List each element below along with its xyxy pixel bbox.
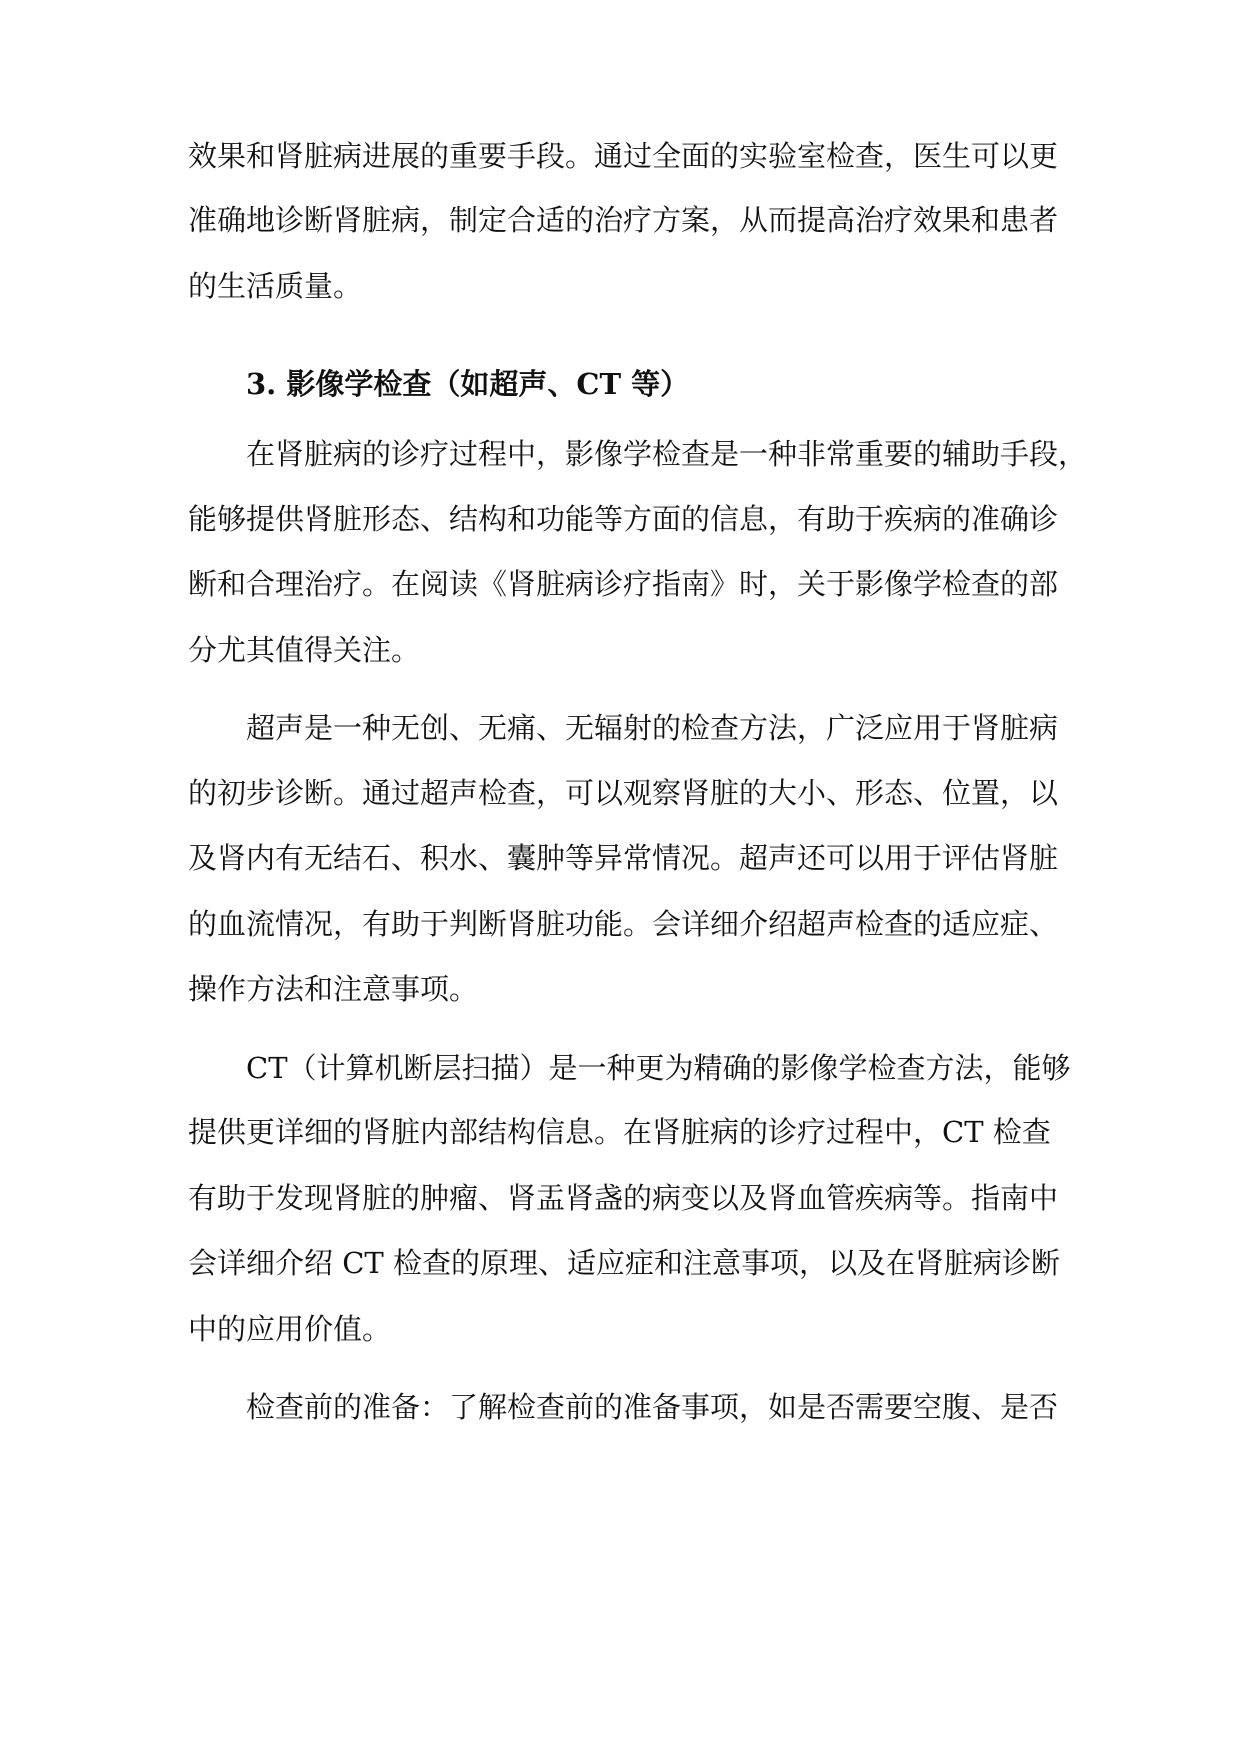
text-line: CT（计算机断层扫描）是一种更为精确的影像学检查方法，能够 [246,1051,1071,1085]
text-line: 分尤其值得关注。 [188,633,421,667]
text-line: 有助于发现肾脏的肿瘤、肾盂肾盏的病变以及肾血管疾病等。指南中 [188,1181,1059,1215]
text-line: 的血流情况，有助于判断肾脏功能。会详细介绍超声检查的适应症、 [188,907,1059,941]
text-line: 中的应用价值。 [188,1312,392,1346]
text-line: 会详细介绍 CT 检查的原理、适应症和注意事项，以及在肾脏病诊断 [188,1246,1060,1280]
text-line: 及肾内有无结石、积水、囊肿等异常情况。超声还可以用于评估肾脏 [188,841,1059,875]
text-line: 检查前的准备：了解检查前的准备事项，如是否需要空腹、是否 [246,1390,1059,1424]
text-line: 在肾脏病的诊疗过程中，影像学检查是一种非常重要的辅助手段， [246,437,1088,471]
text-line: 效果和肾脏病进展的重要手段。通过全面的实验室检查，医生可以更 [188,139,1059,173]
text-line: 能够提供肾脏形态、结构和功能等方面的信息，有助于疾病的准确诊 [188,502,1059,536]
text-line: 超声是一种无创、无痛、无辐射的检查方法，广泛应用于肾脏病 [246,711,1059,745]
text-line: 提供更详细的肾脏内部结构信息。在肾脏病的诊疗过程中，CT 检查 [188,1115,1051,1149]
text-line: 断和合理治疗。在阅读《肾脏病诊疗指南》时，关于影像学检查的部 [188,567,1059,601]
text-line: 的初步诊断。通过超声检查，可以观察肾脏的大小、形态、位置，以 [188,776,1059,810]
section-heading: 3. 影像学检查（如超声、CT 等） [246,367,690,401]
text-line: 的生活质量。 [188,269,363,303]
text-line: 操作方法和注意事项。 [188,972,479,1006]
text-line: 准确地诊断肾脏病，制定合适的治疗方案，从而提高治疗效果和患者 [188,203,1059,237]
